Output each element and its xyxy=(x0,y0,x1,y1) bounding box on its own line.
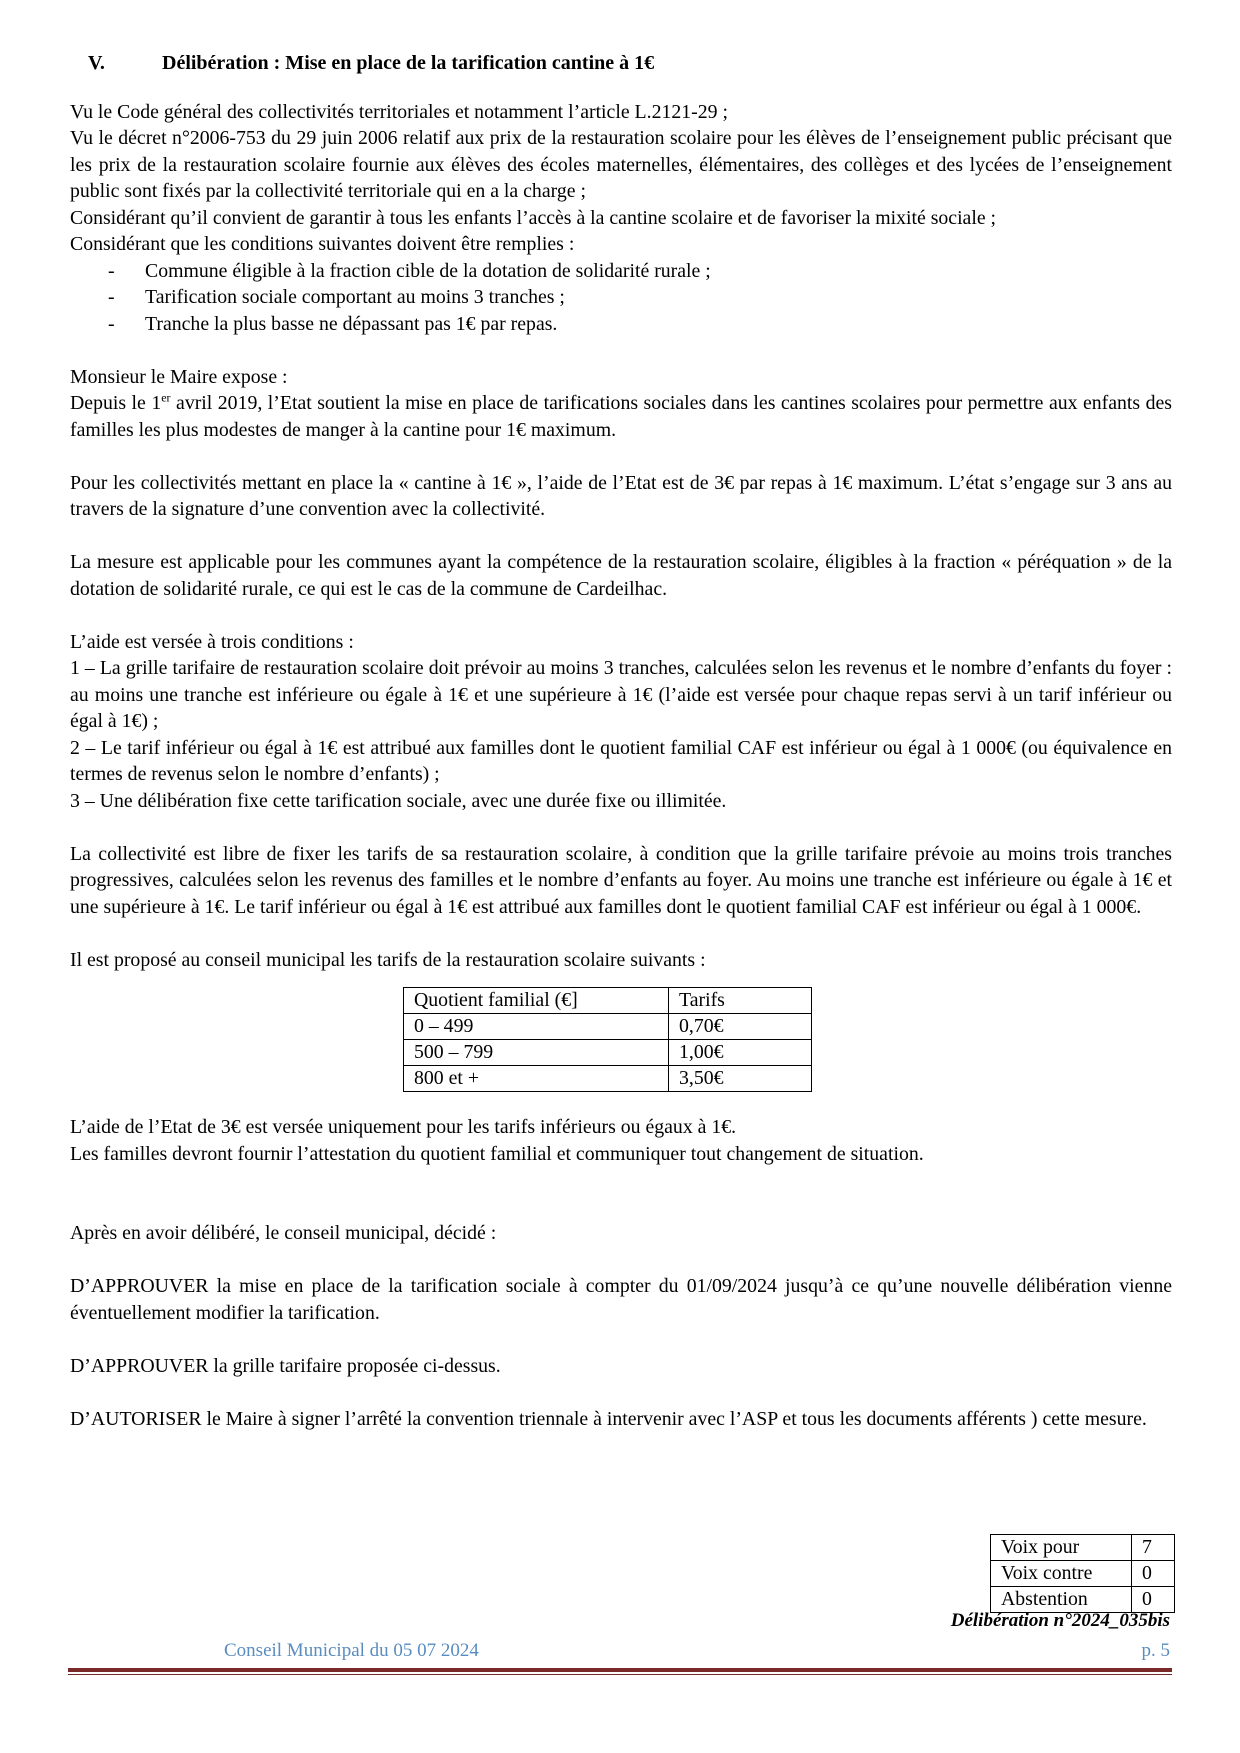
table-cell: 3,50€ xyxy=(669,1066,812,1092)
table-cell: 1,00€ xyxy=(669,1040,812,1066)
section-number: V. xyxy=(88,52,105,74)
considerant-conditions: Considérant que les conditions suivantes doivent être remplies : xyxy=(70,233,575,255)
table-row xyxy=(991,1587,1175,1613)
table-row xyxy=(991,1535,1175,1561)
conditions-list xyxy=(70,258,1172,338)
considerant-code: Vu le Code général des collectivités territoriales et notamment l’article L.2121-29 ; xyxy=(70,100,728,123)
considerant-mixite: Considérant qu’il convient de garantir à tous les enfants l’accès à la cantine scolaire et de favoriser la mixité sociale ; xyxy=(70,206,997,229)
list-item: - Tranche la plus basse ne dépassant pas 1€ par repas. xyxy=(108,312,558,335)
section-title: Délibération : Mise en place de la tarification cantine à 1€ xyxy=(162,52,655,74)
vote-count: 7 xyxy=(1132,1535,1175,1561)
table-row xyxy=(991,1561,1175,1587)
section-heading xyxy=(70,50,1172,77)
table-header-row xyxy=(404,988,812,1014)
page-number: p. 5 xyxy=(1141,1640,1170,1661)
aide-condition-1: 1 – La grille tarifaire de restauration scolaire doit prévoir au moins 3 tranches, calculées selon les revenus et le nombre d’enfants du foyer : au moins une tranche est inférieure ou égale à 1€ et une supérieure à 1€ (l’aide est versée pour chaque repas servi à un tarif inférieur ou égal à 1€) ; xyxy=(70,657,1172,732)
paragraph-collectivites: Pour les collectivités mettant en place la « cantine à 1€ », l’aide de l’Etat est de 3€ par repas à 1€ maximum. L’état s’engage sur 3 ans au travers de la signature d’une convention avec la collectivité. xyxy=(70,471,1172,520)
considerant-decret: Vu le décret n°2006-753 du 29 juin 2006 relatif aux prix de la restauration scolaire pour les élèves de l’enseignement public précisant que les prix de la restauration scolaire fournie aux élèves des écoles maternelles, élémentaires, des collèges et des lycées de l’enseignement public sont fixés par la collectivité territoriale qui en a la charge ; xyxy=(70,127,1172,202)
apres-deliberation: Après en avoir délibéré, le conseil municipal, décidé : xyxy=(70,1222,497,1244)
decision-approuver-grille: D’APPROUVER la grille tarifaire proposée ci-dessus. xyxy=(70,1354,501,1377)
table-header: Quotient familial (€] xyxy=(404,988,669,1014)
table-cell: 500 – 799 xyxy=(404,1040,669,1066)
maire-intro: Monsieur le Maire expose : xyxy=(70,365,288,388)
paragraph-propose: Il est proposé au conseil municipal les tarifs de la restauration scolaire suivants : xyxy=(70,948,706,971)
votes-table xyxy=(990,1534,1175,1613)
decision-autoriser-maire: D’AUTORISER le Maire à signer l’arrêté la convention triennale à intervenir avec l’ASP et tous les documents afférents ) cette mesure. xyxy=(70,1407,1147,1430)
decision-approuver-tarification: D’APPROUVER la mise en place de la tarification sociale à compter du 01/09/2024 jusqu’à ce qu’une nouvelle délibération vienne éventuellement modifier la tarification. xyxy=(70,1275,1172,1324)
vote-label: Voix pour xyxy=(991,1535,1132,1561)
table-cell: 0 – 499 xyxy=(404,1014,669,1040)
aide-condition-3: 3 – Une délibération fixe cette tarification sociale, avec une durée fixe ou illimitée. xyxy=(70,789,727,812)
footer-meeting-date: Conseil Municipal du 05 07 2024 xyxy=(224,1640,479,1661)
footer-rule-thin xyxy=(68,1674,1172,1675)
vote-label: Abstention xyxy=(991,1587,1132,1613)
vote-label: Voix contre xyxy=(991,1561,1132,1587)
paragraph-libre: La collectivité est libre de fixer les tarifs de sa restauration scolaire, à condition que la grille tarifaire prévoie au moins trois tranches progressives, calculées selon les revenus des familles et le nombre d’enfants au foyer. Au moins une tranche est inférieure ou égale à 1€ et une supérieure à 1€. Le tarif inférieur ou égal à 1€ est attribué aux familles dont le quotient familial CAF est inférieur ou égal à 1 000€. xyxy=(70,842,1172,918)
table-row xyxy=(404,1066,812,1092)
table-header: Tarifs xyxy=(669,988,812,1014)
vote-count: 0 xyxy=(1132,1561,1175,1587)
aide-intro: L’aide est versée à trois conditions : xyxy=(70,630,354,653)
tarifs-table xyxy=(403,987,812,1092)
list-item: - Commune éligible à la fraction cible de la dotation de solidarité rurale ; xyxy=(108,259,711,282)
vote-count: 0 xyxy=(1132,1587,1175,1613)
aide-condition-2: 2 – Le tarif inférieur ou égal à 1€ est attribué aux familles dont le quotient familial CAF est inférieur ou égal à 1 000€ (ou équivalence en termes de revenus selon le nombre d’enfants) ; xyxy=(70,736,1172,785)
familles-attestation: Les familles devront fournir l’attestation du quotient familial et communiquer tout changement de situation. xyxy=(70,1142,924,1165)
aide-etat: L’aide de l’Etat de 3€ est versée uniquement pour les tarifs inférieurs ou égaux à 1€. xyxy=(70,1116,737,1138)
paragraph-mesure: La mesure est applicable pour les communes ayant la compétence de la restauration scolaire, éligibles à la fraction « péréquation » de la dotation de solidarité rurale, ce qui est le cas de la commune de Cardeilhac. xyxy=(70,551,1172,600)
deliberation-number: Délibération n°2024_035bis xyxy=(950,1610,1170,1631)
table-row xyxy=(404,1040,812,1066)
table-row xyxy=(404,1014,812,1040)
document-body xyxy=(70,50,1172,1432)
table-cell: 800 et + xyxy=(404,1066,669,1092)
footer-rule xyxy=(68,1668,1172,1672)
paragraph-depuis: Depuis le 1er avril 2019, l’Etat soutient la mise en place de tarifications sociales dans les cantines scolaires pour permettre aux enfants des familles les plus modestes de manger à la cantine pour 1€ maximum. xyxy=(70,390,1172,441)
table-cell: 0,70€ xyxy=(669,1014,812,1040)
list-item: - Tarification sociale comportant au moins 3 tranches ; xyxy=(108,286,565,308)
